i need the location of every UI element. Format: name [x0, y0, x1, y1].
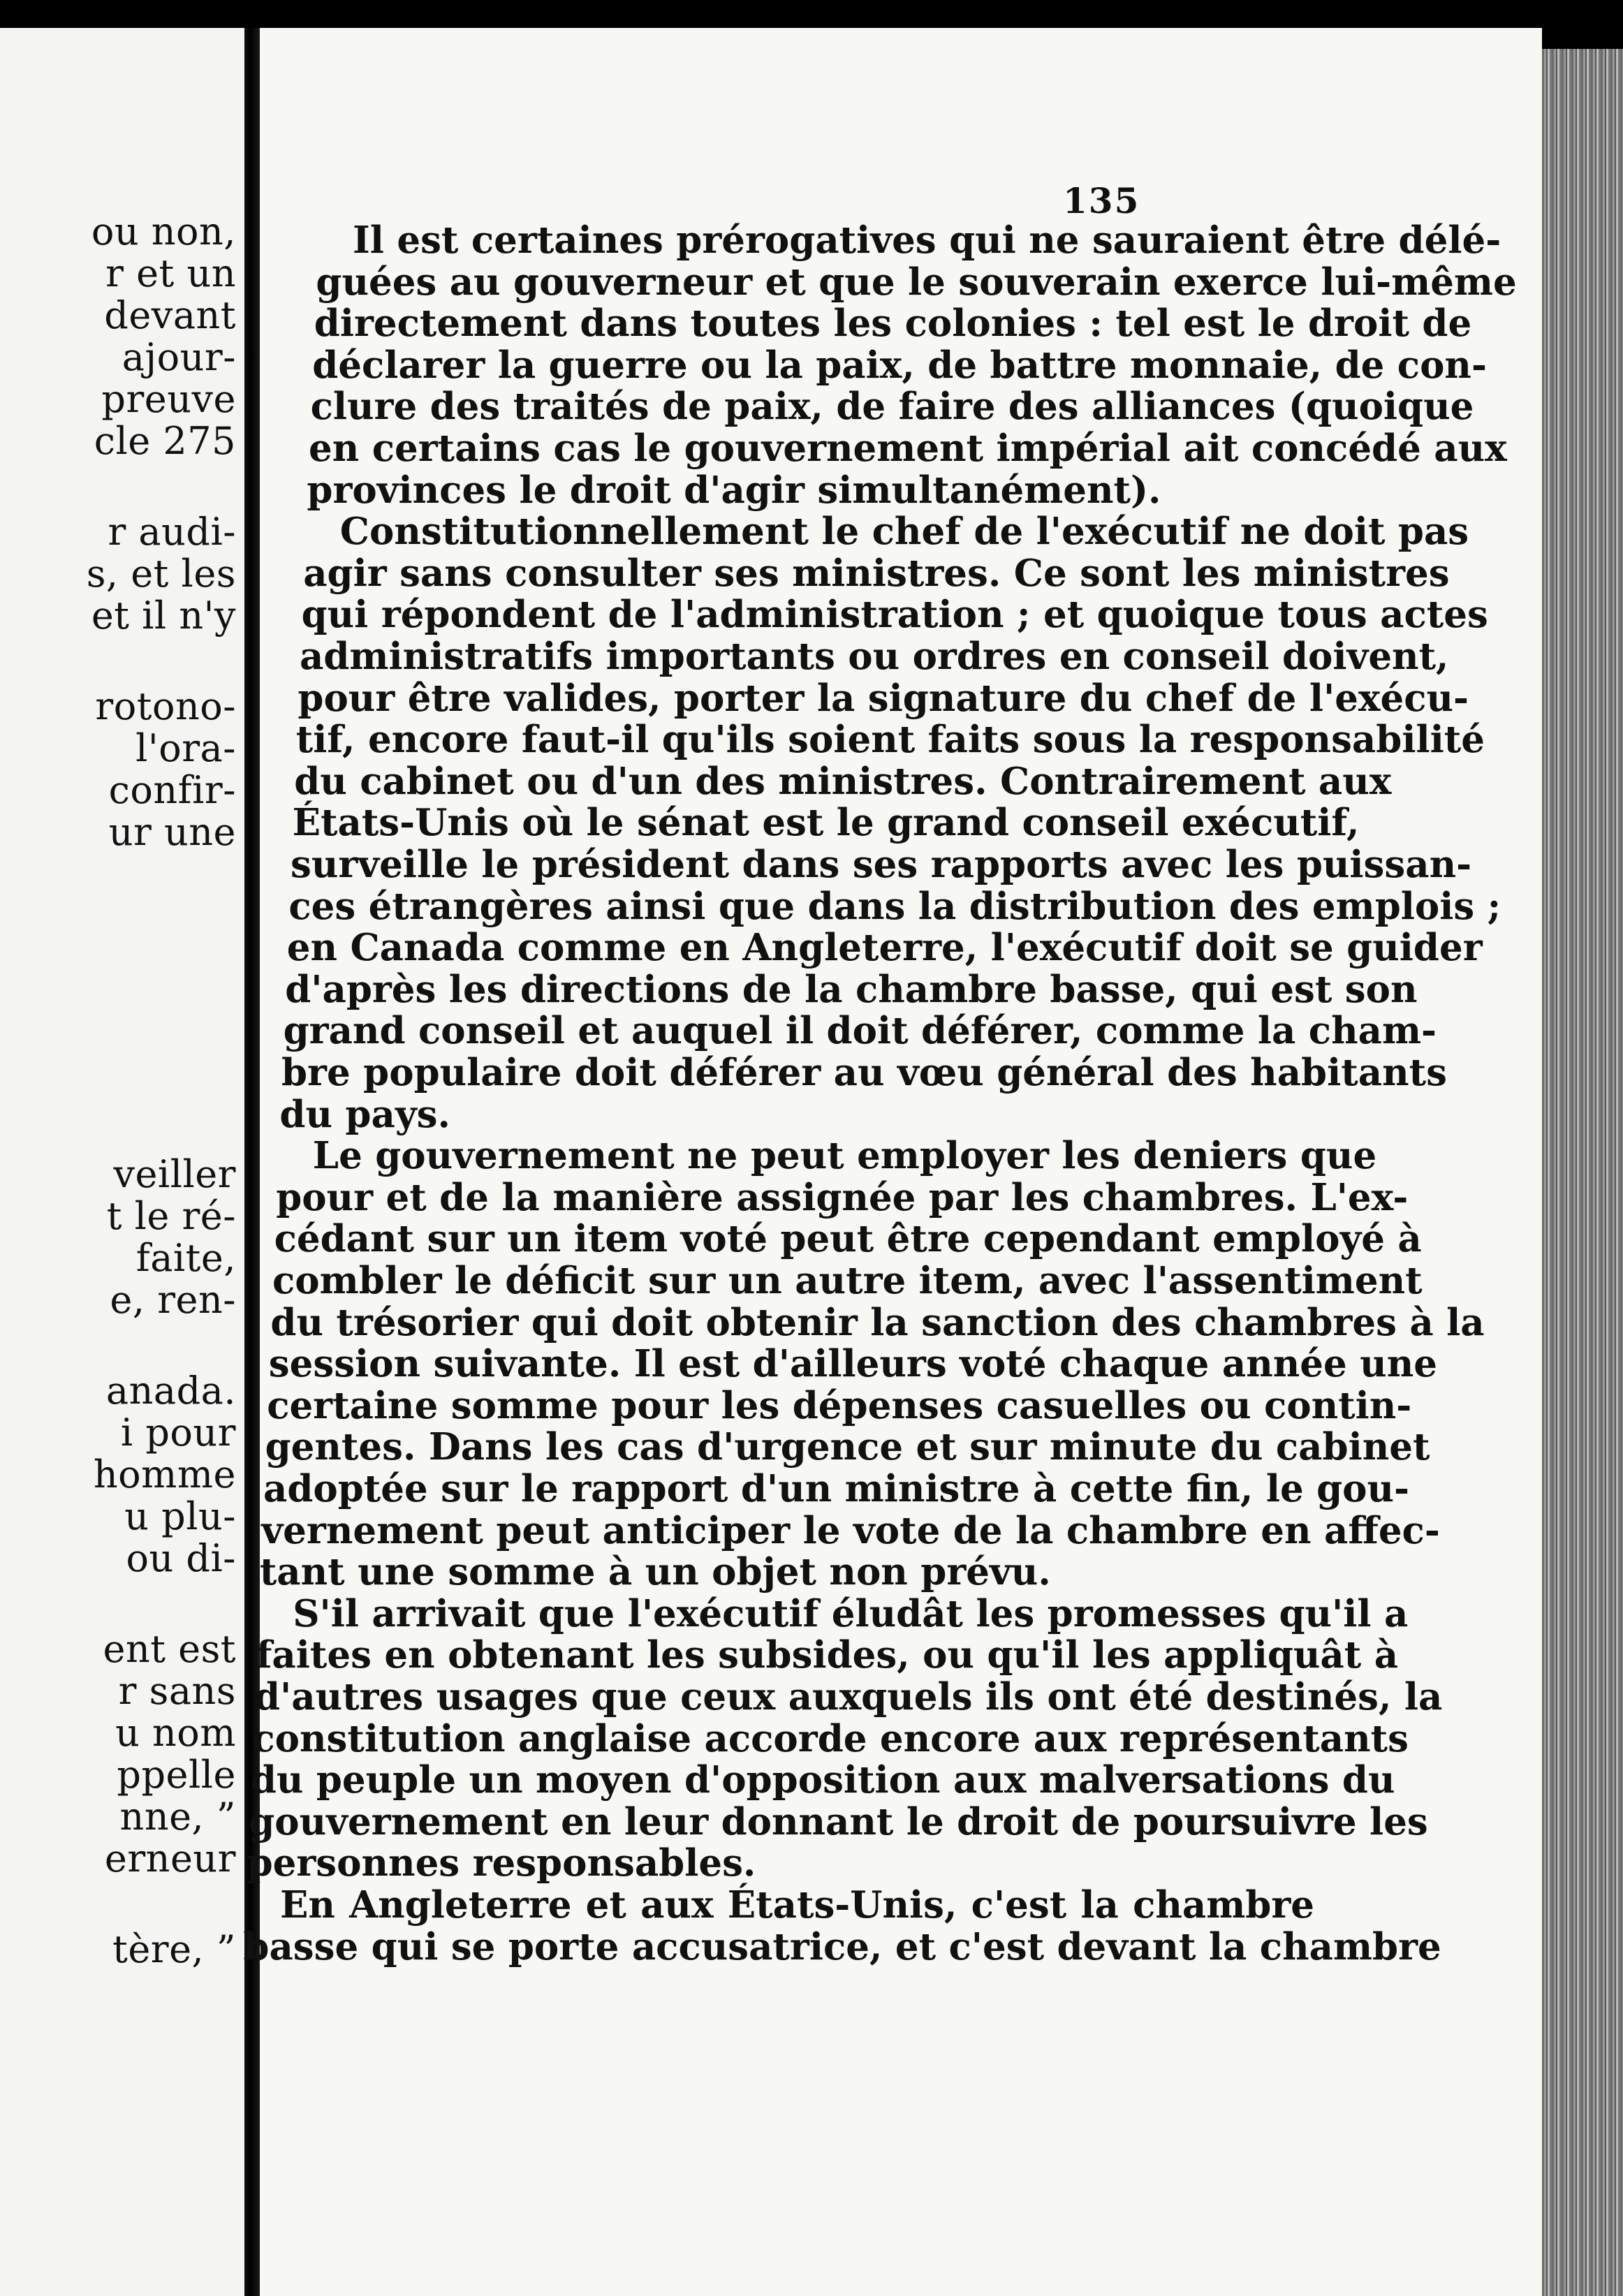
text-line: directement dans toutes les colonies : tel est le droit de [314, 302, 1472, 346]
text-line: gouvernement en leur donnant le droit de poursuivre les [249, 1800, 1428, 1844]
text-line: grand conseil et auquel il doit déférer, comme la cham- [283, 1009, 1437, 1053]
facing-text-fragment: ur une [108, 810, 236, 854]
text-line: agir sans consulter ses ministres. Ce sont les ministres [303, 551, 1450, 595]
text-line: vernement peut anticiper le vote de la chambre en affec- [261, 1508, 1440, 1552]
facing-text-fragment: ppelle [117, 1753, 236, 1797]
facing-text-fragment: e, ren- [110, 1278, 236, 1322]
facing-text-fragment: devant [104, 293, 236, 337]
facing-text-fragment: cle 275 [94, 419, 236, 463]
facing-text-fragment: ou di- [126, 1536, 236, 1580]
text-line: faites en obtenant les subsides, ou qu'il les appliquât à [256, 1633, 1399, 1677]
facing-text-fragment: s, et les [86, 552, 236, 596]
text-line: qui répondent de l'administration ; et quoique tous actes [301, 593, 1488, 637]
text-line: en certains cas le gouvernement impérial ait concédé aux [309, 427, 1507, 470]
facing-text-fragment: i pour [120, 1411, 236, 1455]
text-line: pour et de la manière assignée par les chambres. L'ex- [276, 1175, 1409, 1219]
main-page [243, 28, 1542, 2296]
facing-text-fragment: t le ré- [106, 1194, 236, 1238]
facing-text-fragment: ou non, [91, 209, 236, 253]
facing-text-fragment: confir- [108, 768, 236, 812]
text-line: constitution anglaise accorde encore aux représentants [252, 1716, 1409, 1760]
facing-text-fragment: u plu- [124, 1494, 236, 1538]
text-line: ces étrangères ainsi que dans la distribution des emplois ; [288, 884, 1501, 928]
text-line: du trésorier qui doit obtenir la sanction des chambres à la [270, 1300, 1485, 1344]
facing-text-fragment: homme [93, 1452, 236, 1496]
facing-page-text [0, 28, 244, 2296]
facing-text-fragment: faite, [135, 1236, 236, 1280]
facing-text-fragment: u nom [115, 1711, 236, 1755]
facing-text-fragment: nne, ” [119, 1795, 236, 1839]
text-line: provinces le droit d'agir simultanément). [307, 468, 1161, 512]
facing-text-fragment: veiller [113, 1152, 236, 1196]
text-line: du pays. [279, 1092, 450, 1136]
text-line: adoptée sur le rapport d'un ministre à cette fin, le gou- [263, 1467, 1410, 1510]
text-line: du peuple un moyen d'opposition aux malversations du [250, 1758, 1395, 1802]
text-line: gentes. Dans les cas d'urgence et sur minute du cabinet [265, 1425, 1430, 1469]
text-line: administratifs importants ou ordres en conseil doivent, [300, 635, 1449, 678]
text-line: Le gouvernement ne peut employer les deniers que [312, 1134, 1377, 1178]
text-line: session suivante. Il est d'ailleurs voté chaque année une [268, 1342, 1437, 1386]
facing-text-fragment: r et un [105, 251, 236, 295]
text-line: tif, encore faut-il qu'ils soient faits sous la responsabilité [295, 718, 1485, 762]
text-line: clure des traités de paix, de faire des alliances (quoique [310, 385, 1474, 429]
text-line: déclarer la guerre ou la paix, de battre monnaie, de con- [312, 343, 1487, 387]
text-line: du cabinet ou d'un des ministres. Contrairement aux [294, 759, 1392, 803]
text-line: États-Unis où le sénat est le grand conseil exécutif, [292, 801, 1360, 845]
facing-text-fragment: tère, ” [112, 1927, 236, 1971]
facing-text-fragment: l'ora- [135, 726, 236, 770]
facing-text-fragment: erneur [104, 1837, 236, 1881]
text-line: personnes responsables. [247, 1841, 756, 1885]
text-line: combler le déficit sur un autre item, avec l'assentiment [272, 1259, 1423, 1302]
page-edge-stack [1542, 49, 1623, 2296]
text-line: S'il arrivait que l'exécutif éludât les promesses qu'il a [293, 1591, 1409, 1635]
text-line: certaine somme pour les dépenses casuelles ou contin- [267, 1383, 1412, 1427]
text-line: en Canada comme en Angleterre, l'exécutif doit se guider [286, 926, 1483, 970]
text-line: d'après les directions de la chambre basse, qui est son [285, 967, 1418, 1011]
facing-text-fragment: r audi- [108, 510, 236, 554]
facing-text-fragment: ajour- [122, 335, 236, 379]
text-line: surveille le président dans ses rapports avec les puissan- [291, 843, 1472, 886]
facing-text-fragment: anada. [105, 1369, 236, 1413]
text-line: basse qui se porte accusatrice, et c'est devant la chambre [243, 1925, 1441, 1968]
facing-text-fragment: rotono- [95, 684, 236, 728]
text-line: guées au gouverneur et que le souverain exerce lui-même [316, 260, 1517, 304]
text-line: cédant sur un item voté peut être cependant employé à [274, 1217, 1422, 1261]
facing-text-fragment: ent est [103, 1627, 236, 1671]
text-line: Il est certaines prérogatives qui ne sauraient être délé- [353, 219, 1501, 262]
page-number: 135 [1063, 180, 1140, 221]
text-line: tant une somme à un objet non prévu. [259, 1550, 1051, 1594]
facing-text-fragment: r sans [118, 1669, 236, 1713]
text-line: En Angleterre et aux États-Unis, c'est la chambre [280, 1883, 1314, 1927]
text-line: d'autres usages que ceux auxquels ils ont été destinés, la [254, 1675, 1443, 1719]
text-line: Constitutionnellement le chef de l'exécutif ne doit pas [339, 510, 1469, 554]
text-line: pour être valides, porter la signature du chef de l'exécu- [298, 676, 1469, 720]
facing-page [0, 28, 244, 2296]
facing-text-fragment: et il n'y [91, 594, 236, 638]
text-line: bre populaire doit déférer au vœu général des habitants [281, 1051, 1447, 1094]
facing-text-fragment: preuve [101, 377, 236, 421]
